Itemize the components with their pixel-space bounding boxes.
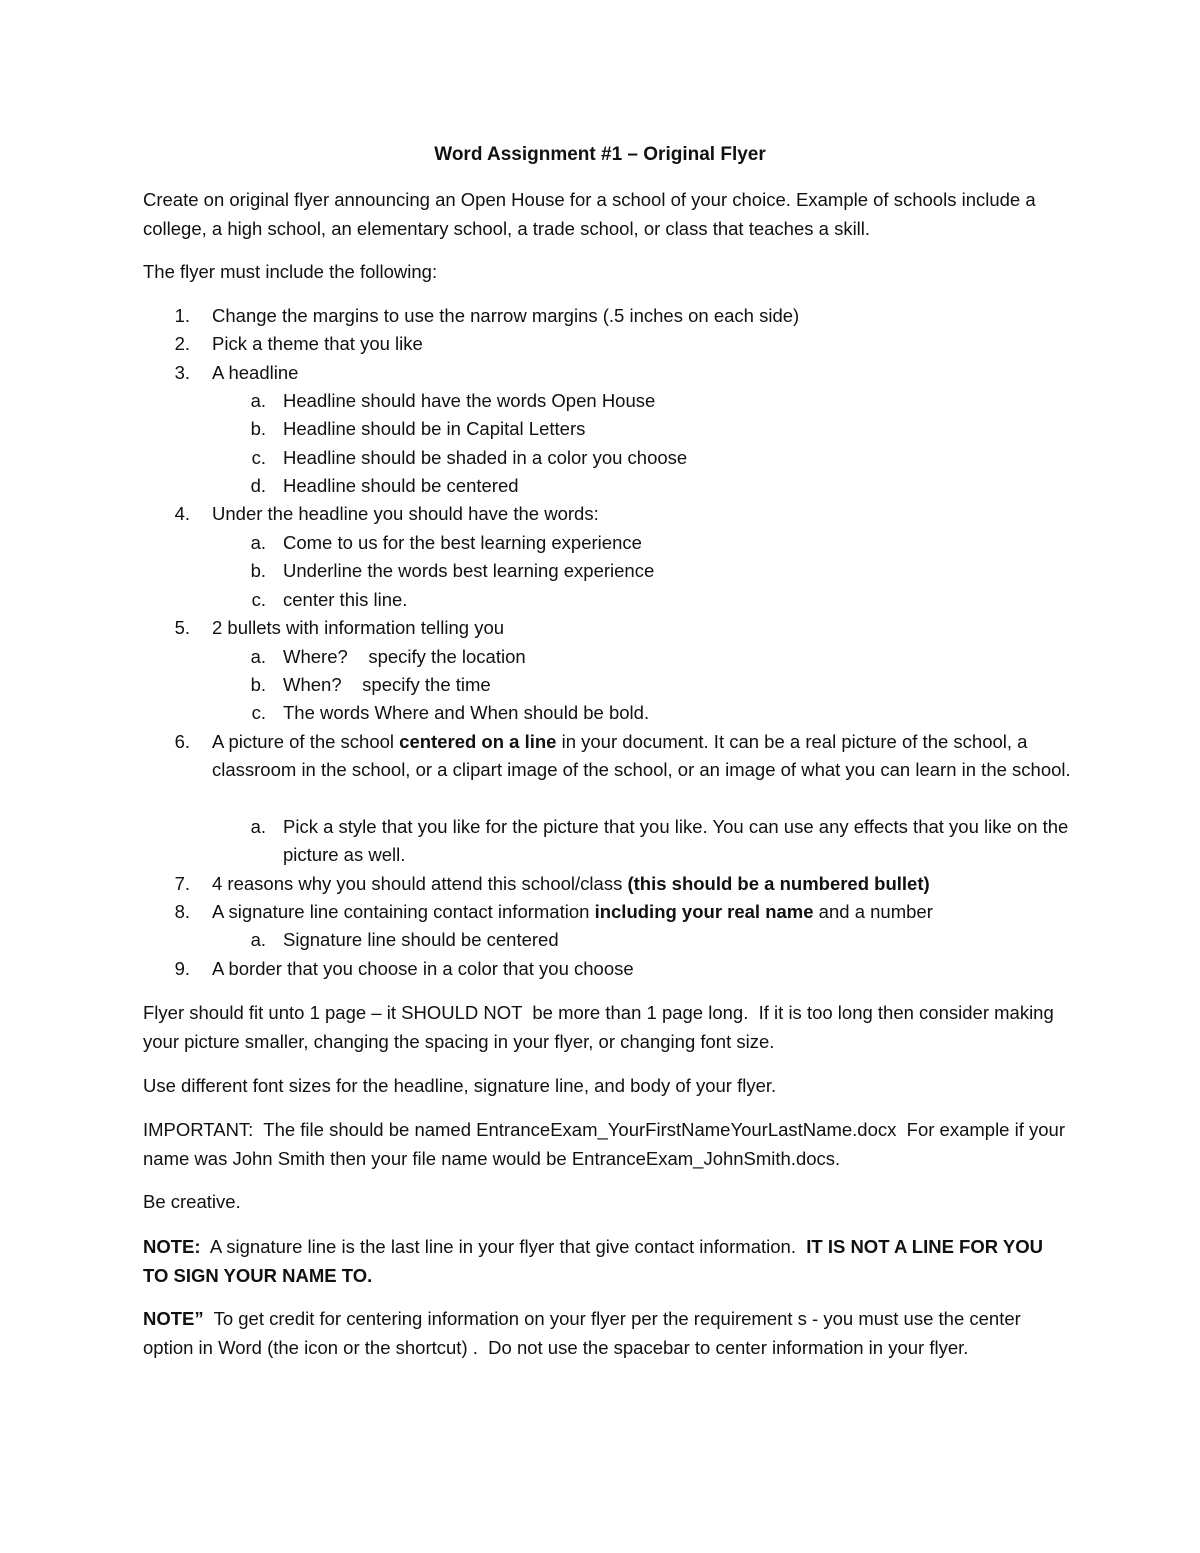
- list-text: Change the margins to use the narrow margins (.5 inches on each side): [212, 305, 800, 326]
- be-creative-paragraph: Be creative.: [143, 1191, 241, 1212]
- list-text: Underline the words best learning experience: [283, 560, 655, 581]
- list-letter: c.: [251, 447, 266, 468]
- note-label: NOTE:: [143, 1236, 201, 1257]
- list-text: Headline should be shaded in a color you choose: [283, 447, 688, 468]
- list-text: Headline should have the words Open House: [283, 390, 656, 411]
- fit-paragraph: Flyer should fit unto 1 page – it SHOULD NOT be more than 1 page long. If it is too long then consider making your picture smaller, changing the spacing in your flyer, or changing font size.: [143, 1002, 1059, 1052]
- list-text-part: A picture of the school: [212, 731, 400, 752]
- list-text: center this line.: [283, 589, 408, 610]
- list-number: 1.: [174, 305, 190, 326]
- note-label: NOTE”: [143, 1308, 204, 1329]
- list-number: 2.: [174, 333, 190, 354]
- list-text: The words Where and When should be bold.: [283, 702, 650, 723]
- list-letter: a.: [250, 390, 266, 411]
- list-text: Under the headline you should have the words:: [212, 503, 599, 524]
- list-text: Signature line should be centered: [283, 929, 559, 950]
- page-title: Word Assignment #1 – Original Flyer: [434, 144, 766, 165]
- list-text-part: 4 reasons why you should attend this school/class: [212, 873, 628, 894]
- list-letter: c.: [251, 589, 266, 610]
- list-text: A headline: [212, 362, 299, 383]
- list-text-bold: (this should be a numbered bullet): [627, 873, 930, 894]
- list-letter: b.: [250, 418, 266, 439]
- list-number: 9.: [174, 958, 190, 979]
- list-text-part: A signature line containing contact information: [212, 901, 595, 922]
- list-number: 3.: [174, 362, 190, 383]
- list-number: 5.: [174, 617, 190, 638]
- list-text: A border that you choose in a color that you choose: [212, 958, 634, 979]
- list-text: [212, 870, 930, 898]
- intro-paragraph: Create on original flyer announcing an Open House for a school of your choice. Example of schools include a college, a high school, an elementary school, a trade school, or class that teaches a skill.: [143, 189, 1036, 239]
- list-letter: a.: [250, 532, 266, 553]
- list-number: 4.: [174, 503, 190, 524]
- list-letter: a.: [250, 816, 266, 837]
- list-letter: a.: [250, 929, 266, 950]
- list-text: [212, 898, 933, 926]
- list-letter: b.: [250, 560, 266, 581]
- must-include-paragraph: The flyer must include the following:: [143, 261, 438, 282]
- list-text-part: in your document. It can be a real picture of the school, a classroom in the school, or a clipart image of the school, or an image of what you can learn in the school.: [212, 731, 1071, 781]
- list-text: Come to us for the best learning experience: [283, 532, 642, 553]
- list-text-bold: including your real name: [594, 901, 814, 922]
- list-letter: c.: [251, 702, 266, 723]
- note-text: To get credit for centering information on your flyer per the requirement s - you must use the center option in Word (the icon or the shortcut) . Do not use the spacebar to center information in your flyer.: [143, 1308, 1026, 1358]
- list-letter: b.: [250, 674, 266, 695]
- list-text-bold: centered on a line: [399, 731, 557, 752]
- important-paragraph: IMPORTANT: The file should be named EntranceExam_YourFirstNameYourLastName.docx For example if your name was John Smith then your file name would be EntranceExam_JohnSmith.docs.: [143, 1119, 1071, 1169]
- list-text: Headline should be in Capital Letters: [283, 418, 586, 439]
- list-text-part: and a number: [813, 901, 933, 922]
- list-text: Pick a style that you like for the picture that you like. You can use any effects that you like on the picture as well.: [283, 816, 1069, 866]
- list-text: Headline should be centered: [283, 475, 519, 496]
- list-text: 2 bullets with information telling you: [212, 617, 505, 638]
- list-text: Pick a theme that you like: [212, 333, 423, 354]
- list-text: Where? specify the location: [283, 646, 526, 667]
- list-text: When? specify the time: [283, 674, 491, 695]
- note-bold-text: IT IS NOT A LINE FOR YOU TO SIGN YOUR NAME TO.: [143, 1236, 1049, 1286]
- list-number: 8.: [174, 901, 190, 922]
- font-sizes-paragraph: Use different font sizes for the headline, signature line, and body of your flyer.: [143, 1075, 777, 1096]
- note-centering-paragraph: [143, 1305, 1073, 1362]
- list-letter: d.: [250, 475, 266, 496]
- list-number: 7.: [174, 873, 190, 894]
- note-signature-paragraph: [143, 1233, 1073, 1290]
- list-letter: a.: [250, 646, 266, 667]
- list-number: 6.: [174, 731, 190, 752]
- list-text: [212, 728, 1072, 785]
- note-text: A signature line is the last line in your flyer that give contact information.: [200, 1236, 807, 1257]
